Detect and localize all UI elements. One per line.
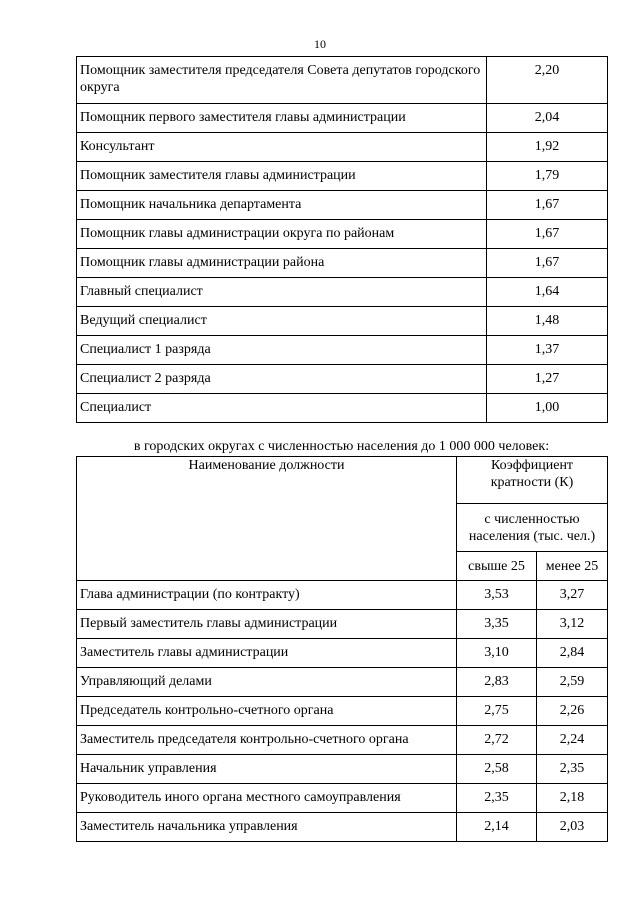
coefficient-under-25: 2,26: [537, 697, 608, 726]
table-row: [77, 755, 608, 784]
coefficient-value: 1,37: [487, 336, 608, 365]
header-coefficient: Коэффициент кратности (К): [457, 457, 608, 504]
position-name: Помощник главы администрации района: [77, 249, 487, 278]
position-name: Заместитель начальника управления: [77, 813, 457, 842]
table-row: [77, 191, 608, 220]
coefficient-under-25: 2,03: [537, 813, 608, 842]
position-name: Специалист 2 разряда: [77, 365, 487, 394]
table-row: [77, 697, 608, 726]
coefficient-value: 1,67: [487, 220, 608, 249]
positions-table-2-header: [77, 457, 608, 581]
coefficient-over-25: 3,10: [457, 639, 537, 668]
header-position-name: Наименование должности: [77, 457, 457, 581]
position-name: Специалист: [77, 394, 487, 423]
table-row: [77, 394, 608, 423]
coefficient-value: 1,67: [487, 191, 608, 220]
position-name: Глава администрации (по контракту): [77, 581, 457, 610]
table-caption: в городских округах с численностью населения до 1 000 000 человек:: [133, 439, 550, 454]
coefficient-over-25: 2,35: [457, 784, 537, 813]
table-row: [77, 104, 608, 133]
position-name: Ведущий специалист: [77, 307, 487, 336]
position-name: Помощник главы администрации округа по районам: [77, 220, 487, 249]
table-row: [77, 57, 608, 104]
position-name: Заместитель главы администрации: [77, 639, 457, 668]
coefficient-over-25: 3,53: [457, 581, 537, 610]
coefficient-value: 2,04: [487, 104, 608, 133]
coefficient-under-25: 2,24: [537, 726, 608, 755]
coefficient-under-25: 3,27: [537, 581, 608, 610]
position-name: Заместитель председателя контрольно-счетного органа: [77, 726, 457, 755]
table-row: [77, 249, 608, 278]
coefficient-over-25: 2,14: [457, 813, 537, 842]
positions-table-1-body: [77, 57, 608, 423]
table-row: [77, 278, 608, 307]
coefficient-over-25: 2,83: [457, 668, 537, 697]
positions-table-1: [76, 56, 608, 423]
position-name: Управляющий делами: [77, 668, 457, 697]
coefficient-over-25: 2,75: [457, 697, 537, 726]
table-row: [77, 133, 608, 162]
position-name: Помощник первого заместителя главы администрации: [77, 104, 487, 133]
table-row: [77, 365, 608, 394]
coefficient-value: 1,64: [487, 278, 608, 307]
coefficient-over-25: 3,35: [457, 610, 537, 639]
table-row: [77, 639, 608, 668]
table-row: [77, 162, 608, 191]
coefficient-value: 1,67: [487, 249, 608, 278]
positions-table-2: [76, 456, 608, 842]
table-row: [77, 784, 608, 813]
table-row: [77, 307, 608, 336]
position-name: Начальник управления: [77, 755, 457, 784]
table-row: [77, 813, 608, 842]
table-row: [77, 581, 608, 610]
page-number: 10: [314, 37, 326, 51]
position-name: Председатель контрольно-счетного органа: [77, 697, 457, 726]
table-row: [77, 220, 608, 249]
position-name: Специалист 1 разряда: [77, 336, 487, 365]
coefficient-over-25: 2,58: [457, 755, 537, 784]
coefficient-under-25: 2,35: [537, 755, 608, 784]
coefficient-under-25: 2,59: [537, 668, 608, 697]
header-population: с численностью населения (тыс. чел.): [457, 504, 608, 552]
coefficient-under-25: 2,18: [537, 784, 608, 813]
coefficient-under-25: 3,12: [537, 610, 608, 639]
coefficient-value: 1,00: [487, 394, 608, 423]
position-name: Помощник начальника департамента: [77, 191, 487, 220]
positions-table-2-body: [77, 581, 608, 842]
coefficient-value: 1,48: [487, 307, 608, 336]
position-name: Руководитель иного органа местного самоуправления: [77, 784, 457, 813]
table-row: [77, 610, 608, 639]
coefficient-value: 1,79: [487, 162, 608, 191]
header-under-25: менее 25: [537, 552, 608, 581]
coefficient-value: 1,27: [487, 365, 608, 394]
table-row: [77, 336, 608, 365]
position-name: Главный специалист: [77, 278, 487, 307]
coefficient-value: 2,20: [487, 57, 608, 104]
coefficient-value: 1,92: [487, 133, 608, 162]
coefficient-under-25: 2,84: [537, 639, 608, 668]
table-row: [77, 726, 608, 755]
coefficient-over-25: 2,72: [457, 726, 537, 755]
position-name: Помощник заместителя председателя Совета депутатов городского округа: [77, 57, 487, 104]
position-name: Помощник заместителя главы администрации: [77, 162, 487, 191]
position-name: Первый заместитель главы администрации: [77, 610, 457, 639]
position-name: Консультант: [77, 133, 487, 162]
header-over-25: свыше 25: [457, 552, 537, 581]
table-row: [77, 668, 608, 697]
